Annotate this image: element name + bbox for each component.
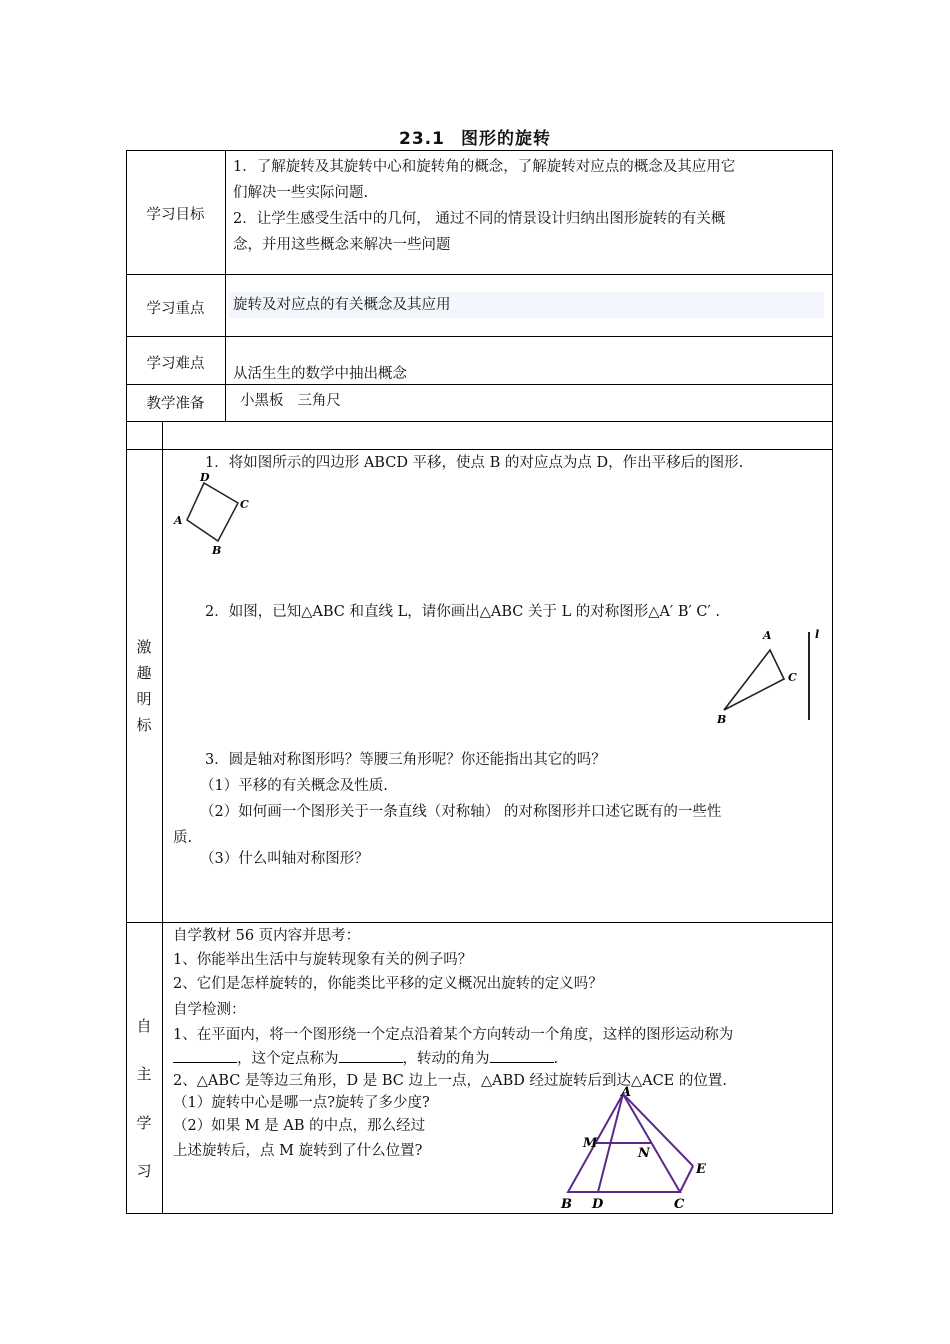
self-check-q2-2: （2）如果 M 是 AB 的中点，那么经过	[173, 1118, 426, 1134]
question-3-3: （3）什么叫轴对称图形？	[200, 851, 369, 867]
goals-text	[233, 154, 829, 258]
blank-text-3: .	[553, 1051, 559, 1067]
fig3-label-e: E	[696, 1162, 706, 1177]
section1-char: 趣	[136, 664, 152, 682]
self-check-q2-1: （1）旋转中心是哪一点?旋转了多少度?	[173, 1095, 430, 1111]
blank-1[interactable]	[173, 1048, 237, 1063]
fig2-label-l: l	[815, 628, 820, 641]
section2-char: 主	[136, 1065, 152, 1083]
rotation-triangle-figure	[550, 1084, 725, 1214]
section2-char: 习	[136, 1162, 152, 1180]
section1-char: 激	[136, 638, 152, 656]
quadrilateral-figure	[168, 468, 258, 560]
goals-line-1: 1．了解旋转及其旋转中心和旋转角的概念，了解旋转对应点的概念及其应用它	[233, 159, 736, 175]
title-text: 图形的旋转	[460, 129, 551, 149]
fig1-label-c: C	[240, 498, 249, 511]
key-points-label: 学习重点	[146, 301, 205, 317]
section2-char: 自	[136, 1017, 152, 1035]
self-study-intro: 自学教材 56 页内容并思考：	[173, 928, 361, 944]
self-study-q1: 1、你能举出生活中与旋转现象有关的例子吗？	[173, 952, 473, 968]
goals-line-2: 们解决一些实际问题.	[233, 185, 369, 201]
blank-text-2: ，转动的角为	[402, 1051, 490, 1067]
preparation-label: 教学准备	[146, 396, 205, 412]
fig1-label-b: B	[212, 544, 222, 557]
question-3-1: （1）平移的有关概念及性质.	[200, 778, 388, 794]
question-3: 3．圆是轴对称图形吗？等腰三角形呢？你还能指出其它的吗？	[205, 752, 606, 768]
self-check-q1: 1、在平面内，将一个图形绕一个定点沿着某个方向转动一个角度，这样的图形运动称为	[173, 1027, 734, 1043]
fig3-label-b: B	[561, 1197, 572, 1212]
fig3-label-m: M	[583, 1136, 598, 1151]
triangle-line-figure	[708, 624, 828, 730]
fig3-label-d: D	[592, 1197, 604, 1212]
goals-line-4: 念，并用这些概念来解决一些问题	[233, 237, 451, 253]
key-points-text: 旋转及对应点的有关概念及其应用	[233, 297, 451, 313]
section2-char: 学	[136, 1114, 152, 1132]
fig3-label-a: A	[621, 1085, 632, 1100]
fig2-label-c: C	[788, 671, 797, 684]
difficulties-label: 学习难点	[146, 356, 205, 372]
question-2: 2．如图，已知△ABC 和直线 L，请你画出△ABC 关于 L 的对称图形△A′ B′ C′ .	[205, 604, 720, 620]
question-3-2a: （2）如何画一个图形关于一条直线（对称轴） 的对称图形并口述它既有的一些性	[200, 804, 722, 820]
goals-label: 学习目标	[146, 207, 205, 223]
self-check-q2: 2、△ABC 是等边三角形，D 是 BC 边上一点，△ABD 经过旋转后到达△ACE 的位置.	[173, 1073, 727, 1089]
question-3-2b: 质.	[173, 830, 193, 846]
section1-char: 明	[136, 690, 152, 708]
blank-text-1: ，这个定点称为	[237, 1051, 339, 1067]
difficulties-text: 从活生生的数学中抽出概念	[233, 366, 407, 382]
fig3-label-n: N	[638, 1146, 650, 1161]
fig1-label-a: A	[174, 514, 183, 527]
triangle-abc	[724, 650, 784, 710]
fig2-label-b: B	[717, 713, 727, 726]
fig1-label-d: D	[200, 471, 210, 484]
self-check-q2-3: 上述旋转后，点 M 旋转到了什么位置?	[173, 1143, 423, 1159]
self-check-heading: 自学检测：	[173, 1002, 246, 1018]
title-number: 23.1	[399, 129, 445, 149]
fig3-label-c: C	[674, 1197, 685, 1212]
blank-2[interactable]	[339, 1048, 403, 1063]
quadrilateral-abcd	[187, 483, 238, 541]
goals-line-3: 2．让学生感受生活中的几何， 通过不同的情景设计归纳出图形旋转的有关概	[233, 211, 726, 227]
segment-ce	[680, 1166, 693, 1192]
preparation-text: 小黑板 三角尺	[240, 393, 341, 409]
blank-3[interactable]	[490, 1048, 554, 1063]
self-study-q2: 2、它们是怎样旋转的，你能类比平移的定义概况出旋转的定义吗？	[173, 976, 603, 992]
page-title	[0, 124, 950, 149]
section1-char: 标	[136, 716, 152, 734]
question-1: 1．将如图所示的四边形 ABCD 平移，使点 B 的对应点为点 D，作出平移后的图形.	[205, 455, 744, 471]
fig2-label-a: A	[763, 629, 772, 642]
